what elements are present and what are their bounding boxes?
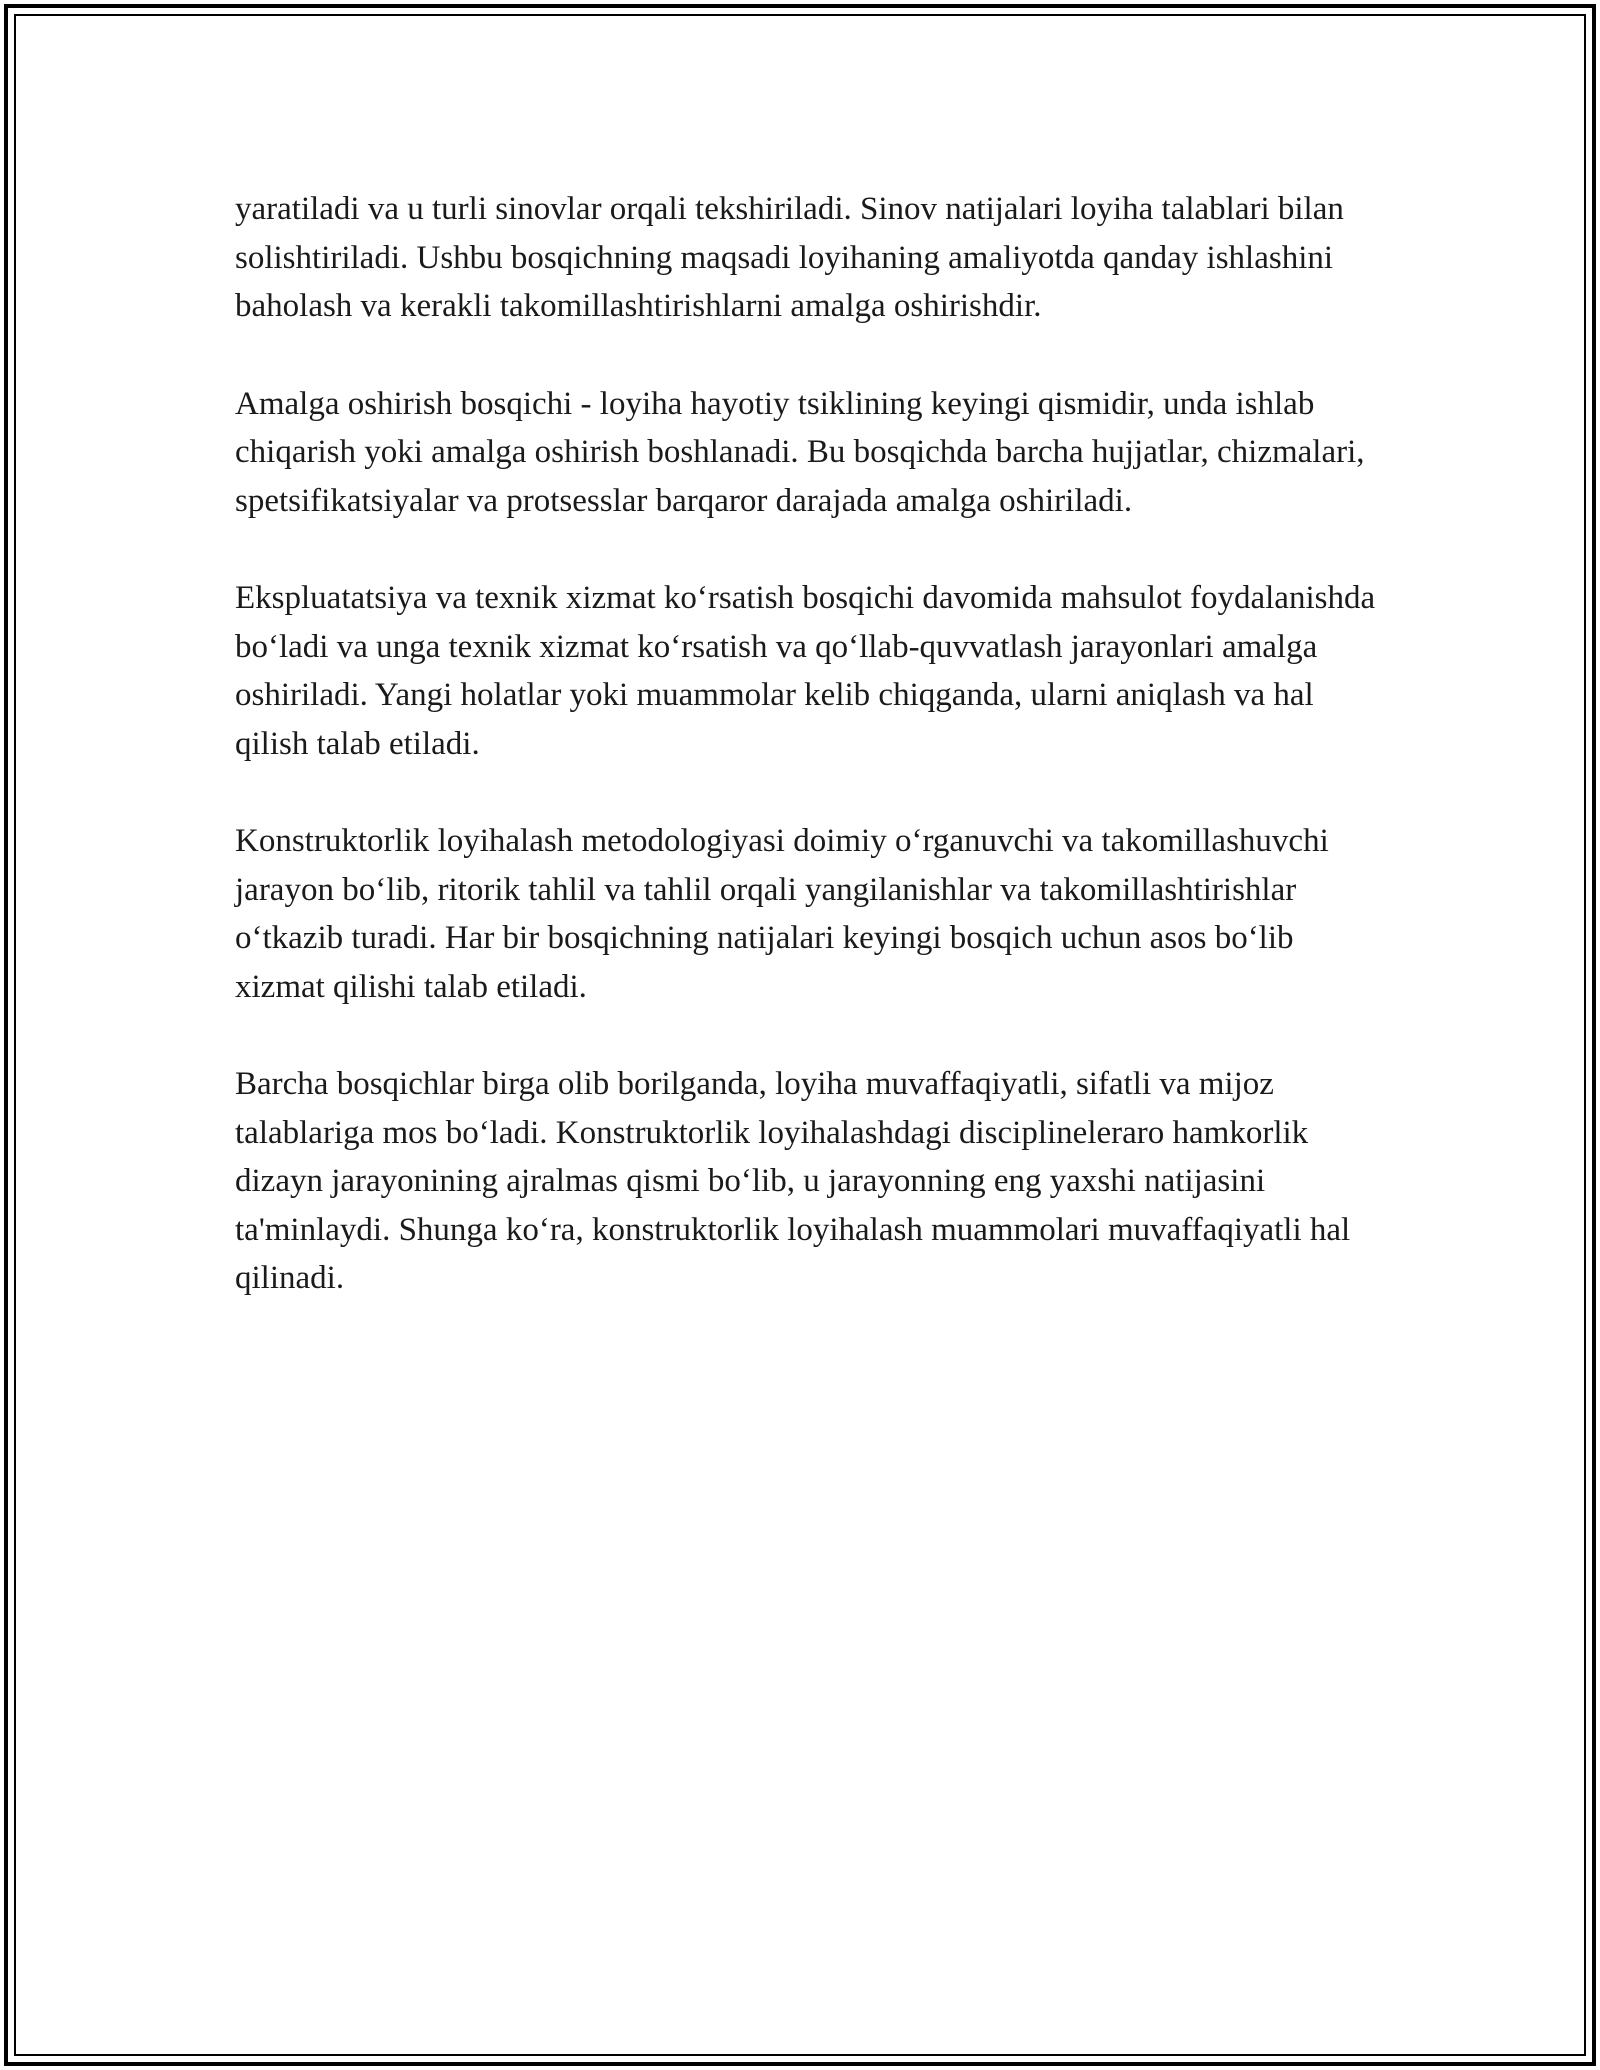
paragraph-3: Ekspluatatsiya va texnik xizmat ko‘rsatish bosqichi davomida mahsulot foydalanishda bo‘ladi va unga texnik xizmat ko‘rsatish va qo‘llab-quvvatlash jarayonlari amalga oshiriladi. Yangi holatlar yoki muammolar kelib chiqganda, ularni aniqlash va hal qilish talab etiladi.	[235, 580, 1376, 762]
paragraph-2: Amalga oshirish bosqichi - loyiha hayotiy tsiklining keyingi qismidir, unda ishlab chiqarish yoki amalga oshirish boshlanadi. Bu bosqichda barcha hujjatlar, chizmalari, spetsifikatsiyalar va protsesslar barqaror darajada amalga oshiriladi.	[235, 385, 1365, 519]
paragraph-1: yaratiladi va u turli sinovlar orqali tekshiriladi. Sinov natijalari loyiha talablari bilan solishtiriladi. Ushbu bosqichning maqsadi loyihaning amaliyotda qanday ishlashini baholash va kerakli takomillashtirishlarni amalga oshirishdir.	[235, 191, 1344, 324]
paragraph-5: Barcha bosqichlar birga olib borilganda, loyiha muvaffaqiyatli, sifatli va mijoz talablariga mos bo‘ladi. Konstruktorlik loyihalashdagi disciplineleraro hamkorlik dizayn jarayonining ajralmas qismi bo‘lib, u jarayonning eng yaxshi natijasini ta'minlaydi. Shunga ko‘ra, konstruktorlik loyihalash muammolari muvaffaqiyatli hal qilinadi.	[235, 1066, 1351, 1296]
paragraph-4: Konstruktorlik loyihalash metodologiyasi doimiy o‘rganuvchi va takomillashuvchi jarayon bo‘lib, ritorik tahlil va tahlil orqali yangilanishlar va takomillashtirishlar o‘tkazib turadi. Har bir bosqichning natijalari keyingi bosqich uchun asos bo‘lib xizmat qilishi talab etiladi.	[235, 823, 1329, 1005]
document-body	[235, 185, 1385, 1352]
